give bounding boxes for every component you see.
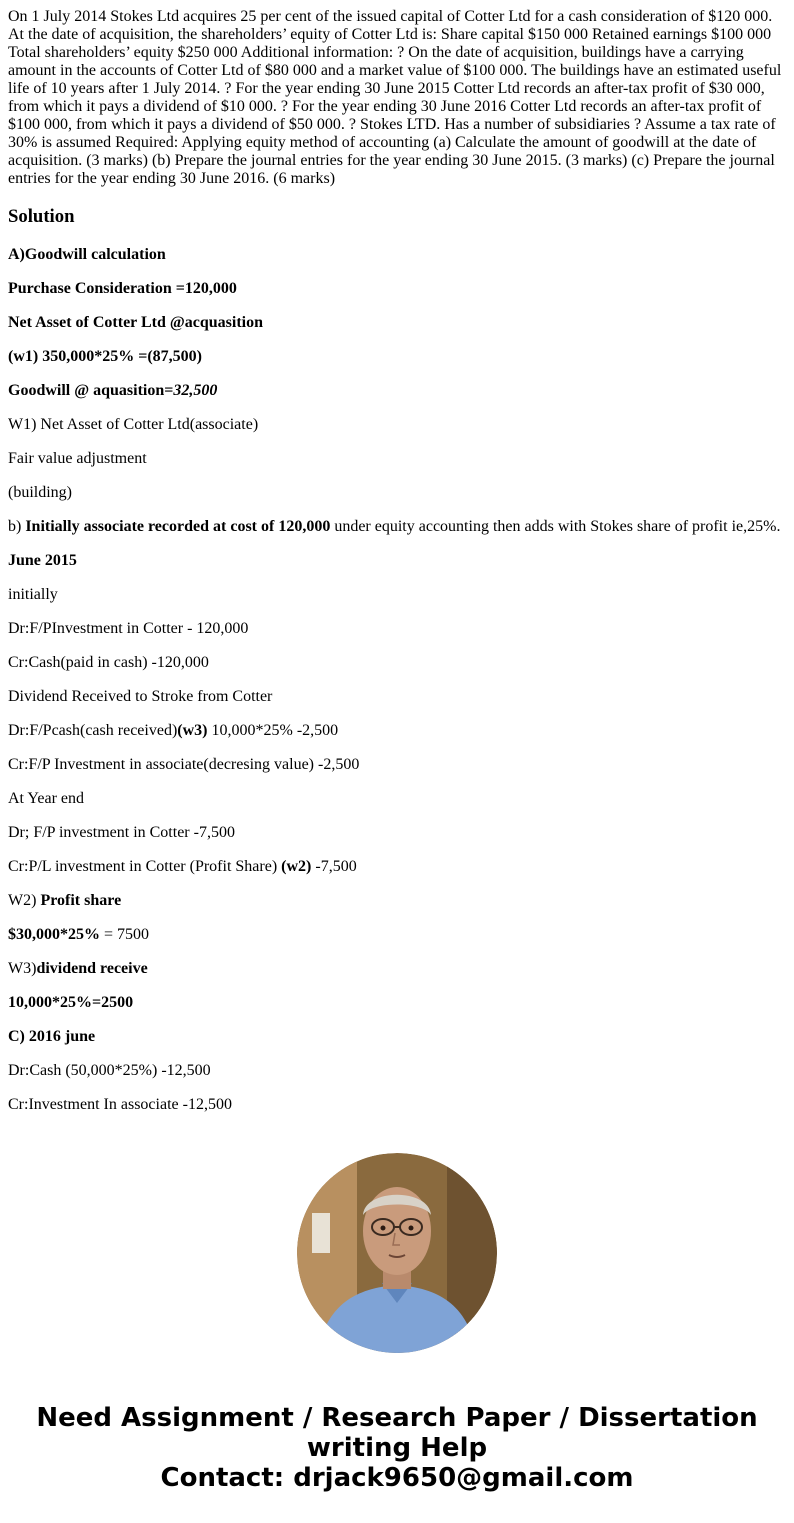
w1-calculation: (w1) 350,000*25% =(87,500) xyxy=(8,348,202,365)
net-asset-heading: Net Asset of Cotter Ltd @acquasition xyxy=(8,314,264,331)
goodwill-title: A)Goodwill calculation xyxy=(8,246,166,263)
banner-line-2: writing Help xyxy=(306,1433,488,1463)
journal-cr-cash: Cr:Cash(paid in cash) -120,000 xyxy=(8,654,209,671)
fair-value-note: Fair value adjustment xyxy=(8,450,147,467)
goodwill-result: Goodwill @ aquasition=32,500 xyxy=(8,382,218,399)
purchase-consideration: Purchase Consideration =120,000 xyxy=(8,280,237,297)
w3-heading: W3)dividend receive xyxy=(8,960,148,977)
author-photo-icon xyxy=(297,1153,497,1353)
solution-body xyxy=(8,246,786,1114)
w3-calculation: 10,000*25%=2500 xyxy=(8,994,134,1011)
author-avatar xyxy=(297,1153,497,1353)
building-note: (building) xyxy=(8,484,72,501)
w2-heading: W2) Profit share xyxy=(8,892,122,909)
solution-heading: Solution xyxy=(8,206,75,227)
contact-banner xyxy=(0,1403,794,1493)
initially-label: initially xyxy=(8,586,58,603)
journal-cr-pl: Cr:P/L investment in Cotter (Profit Share) (w2) -7,500 xyxy=(8,858,357,875)
w2-calculation: $30,000*25% = 7500 xyxy=(8,926,150,943)
w1-note: W1) Net Asset of Cotter Ltd(associate) xyxy=(8,416,259,433)
goodwill-value: 32,500 xyxy=(173,382,218,399)
journal-dr-cash: Dr:F/Pcash(cash received)(w3) 10,000*25% -2,500 xyxy=(8,722,339,739)
question-text: On 1 July 2014 Stokes Ltd acquires 25 per cent of the issued capital of Cotter Ltd for a cash consideration of $120 000. At the date of acquisition, the shareholders’ equity of Cotter Ltd is: Share capital $150 000 Retained earnings $100 000 Total shareholders’ equity $250 000 Additional information: ? On the date of acquisition, buildings have a carrying amount in the accounts of Cotter Ltd of $80 000 and a market value of $100 000. The buildings have an estimated useful life of 10 years after 1 July 2014. ? For the year ending 30 June 2015 Cotter Ltd records an after-tax profit of $30 000, from which it pays a dividend of $10 000. ? For the year ending 30 June 2016 Cotter Ltd records an after-tax profit of $100 000, from which it pays a dividend of $50 000. ? Stokes LTD. Has a number of subsidiaries ? Assume a tax rate of 30% is assumed Required: Applying equity method of accounting (a) Calculate the amount of goodwill at the date of acquisition. (3 marks) (b) Prepare the journal entries for the year ending 30 June 2015. (3 marks) (c) Prepare the journal entries for the year ending 30 June 2016. (6 marks) xyxy=(8,8,782,187)
journal-dr-fp-investment: Dr; F/P investment in Cotter -7,500 xyxy=(8,824,235,841)
june-2015-heading: June 2015 xyxy=(8,552,77,569)
year-end-label: At Year end xyxy=(8,790,84,807)
dividend-received-label: Dividend Received to Stroke from Cotter xyxy=(8,688,273,705)
part-b-intro: b) Initially associate recorded at cost of 120,000 under equity accounting then adds with Stokes share of profit ie,25%. xyxy=(8,518,781,535)
banner-contact-email: Contact: drjack9650@gmail.com xyxy=(160,1463,634,1493)
journal-dr-cash-2016: Dr:Cash (50,000*25%) -12,500 xyxy=(8,1062,211,1079)
journal-cr-investment: Cr:F/P Investment in associate(decresing value) -2,500 xyxy=(8,756,360,773)
journal-dr-investment: Dr:F/PInvestment in Cotter - 120,000 xyxy=(8,620,249,637)
banner-line-1: Need Assignment / Research Paper / Dissertation xyxy=(36,1403,758,1433)
part-c-heading: C) 2016 june xyxy=(8,1028,96,1045)
journal-cr-investment-2016: Cr:Investment In associate -12,500 xyxy=(8,1096,232,1113)
